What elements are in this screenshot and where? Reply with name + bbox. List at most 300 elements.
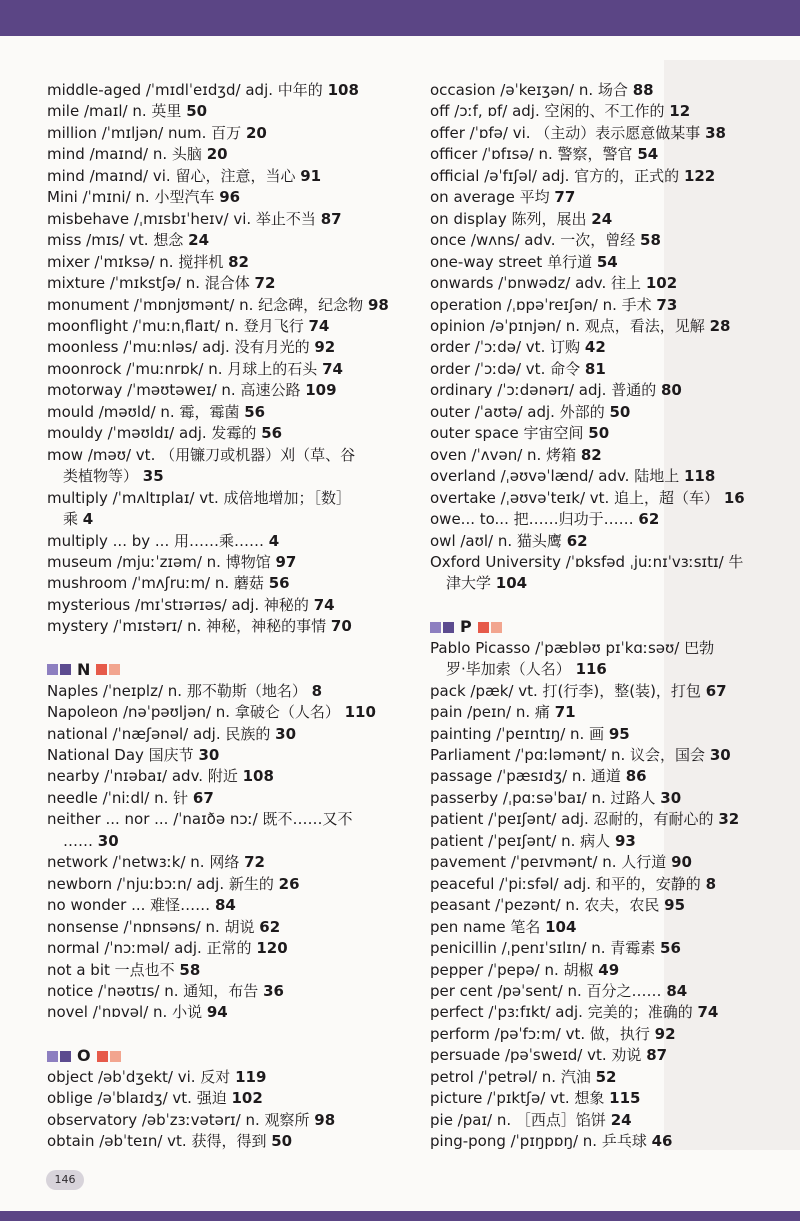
glossary-entry bbox=[47, 423, 419, 444]
decor-square-icon bbox=[60, 1051, 71, 1062]
entry-text: petrol /ˈpetrəl/ n. 汽油 bbox=[430, 1067, 591, 1086]
entry-page-number: 12 bbox=[669, 102, 691, 121]
entry-continuation bbox=[47, 831, 419, 852]
entry-text: outer space 宇宙空间 bbox=[430, 424, 584, 443]
entry-page-number: 56 bbox=[261, 424, 283, 443]
entry-page-number: 20 bbox=[206, 145, 228, 164]
entry-page-number: 110 bbox=[344, 703, 376, 722]
glossary-entry bbox=[47, 531, 419, 552]
entry-text: nearby /ˈnɪəbaɪ/ adv. 附近 bbox=[47, 767, 238, 786]
entry-page-number: 74 bbox=[313, 595, 335, 614]
entry-text: moonrock /ˈmuːnrɒk/ n. 月球上的石头 bbox=[47, 359, 318, 378]
entry-text: oven /ˈʌvən/ n. 烤箱 bbox=[430, 445, 577, 464]
glossary-entry bbox=[430, 1002, 782, 1023]
entry-text: miss /mɪs/ vt. 想念 bbox=[47, 231, 184, 250]
entry-text: owe... to... 把……归功于…… bbox=[430, 510, 634, 529]
entry-text: mow /məʊ/ vt. （用镰刀或机器）刈（草、谷 bbox=[47, 445, 356, 464]
glossary-entry bbox=[430, 273, 782, 294]
glossary-entry bbox=[430, 874, 782, 895]
top-color-band bbox=[0, 0, 800, 36]
entry-page-number: 30 bbox=[709, 746, 731, 765]
glossary-entry bbox=[430, 1024, 782, 1045]
entry-page-number: 46 bbox=[651, 1132, 673, 1151]
entry-page-number: 56 bbox=[244, 402, 266, 421]
glossary-entry bbox=[47, 573, 419, 594]
entry-page-number: 81 bbox=[584, 359, 606, 378]
entry-page-number: 58 bbox=[640, 231, 661, 250]
entry-text: per cent /pəˈsent/ n. 百分之…… bbox=[430, 982, 662, 1000]
entry-page-number: 71 bbox=[554, 703, 576, 722]
entry-text: neither ... nor ... /ˈnaɪðə nɔː/ 既不……又不 bbox=[47, 810, 353, 829]
left-column bbox=[47, 80, 419, 1153]
glossary-entry bbox=[430, 466, 782, 487]
entry-page-number: 49 bbox=[598, 960, 620, 979]
entry-text: no wonder ... 难怪…… bbox=[47, 896, 211, 915]
glossary-entry bbox=[430, 123, 782, 144]
glossary-entry bbox=[47, 252, 419, 273]
entry-text: network /ˈnetwɜːk/ n. 网络 bbox=[47, 853, 240, 872]
entry-page-number: 52 bbox=[595, 1067, 617, 1086]
glossary-entry bbox=[430, 788, 782, 809]
entry-text: Parliament /ˈpɑːləmənt/ n. 议会，国会 bbox=[430, 746, 706, 765]
entry-page-number: 16 bbox=[723, 488, 745, 507]
entry-page-number: 98 bbox=[314, 1110, 336, 1129]
entry-text: Naples /ˈneɪplz/ n. 那不勒斯（地名） bbox=[47, 681, 307, 700]
decor-square-icon bbox=[110, 1051, 121, 1062]
entry-text: ping-pong /ˈpɪŋpɒŋ/ n. 乒乓球 bbox=[430, 1132, 647, 1151]
glossary-entry bbox=[47, 316, 419, 337]
decor-square-icon bbox=[96, 664, 107, 675]
entry-text: multiply ... by ... 用……乘…… bbox=[47, 531, 264, 550]
entry-text: on display 陈列，展出 bbox=[430, 209, 587, 228]
entry-text: patient /ˈpeɪʃənt/ adj. 忍耐的，有耐心的 bbox=[430, 810, 714, 829]
glossary-entry bbox=[430, 1067, 782, 1088]
entry-text: mouldy /ˈməʊldɪ/ adj. 发霉的 bbox=[47, 424, 257, 443]
entry-continuation-text: 类植物等） bbox=[63, 467, 139, 486]
entry-text: opinion /əˈpɪnjən/ n. 观点，看法，见解 bbox=[430, 316, 705, 335]
entry-text: novel /ˈnɒvəl/ n. 小说 bbox=[47, 1003, 203, 1022]
glossary-entry bbox=[430, 144, 782, 165]
entry-text: museum /mjuːˈzɪəm/ n. 博物馆 bbox=[47, 552, 271, 571]
section-header-n bbox=[47, 659, 419, 680]
glossary-entry bbox=[430, 209, 782, 230]
entry-text: multiply /ˈmʌltɪplaɪ/ vt. 成倍地增加；［数］ bbox=[47, 488, 352, 507]
glossary-entry bbox=[430, 166, 782, 187]
glossary-entry bbox=[430, 745, 782, 766]
m-entries bbox=[47, 80, 419, 638]
entry-page-number: 50 bbox=[609, 402, 631, 421]
entry-text: ordinary /ˈɔːdənərɪ/ adj. 普通的 bbox=[430, 381, 657, 400]
entry-text: normal /ˈnɔːməl/ adj. 正常的 bbox=[47, 939, 252, 958]
entry-continuation-text: 津大学 bbox=[446, 574, 492, 593]
glossary-entry bbox=[47, 337, 419, 358]
glossary-entry bbox=[47, 380, 419, 401]
entry-page-number: 86 bbox=[625, 767, 647, 786]
glossary-entry bbox=[47, 273, 419, 294]
glossary-entry bbox=[47, 788, 419, 809]
entry-text: mould /məʊld/ n. 霉，霉菌 bbox=[47, 402, 240, 421]
decor-square-icon bbox=[443, 622, 454, 633]
glossary-entry bbox=[430, 852, 782, 873]
entry-page-number: 54 bbox=[637, 145, 659, 164]
entry-page-number: 50 bbox=[271, 1132, 293, 1151]
entry-text: Napoleon /nəˈpəʊljən/ n. 拿破仑（人名） bbox=[47, 703, 340, 722]
entry-text: persuade /pəˈsweɪd/ vt. 劝说 bbox=[430, 1046, 642, 1065]
entry-page-number: 54 bbox=[596, 252, 618, 271]
glossary-entry bbox=[430, 702, 782, 723]
bottom-color-band bbox=[0, 1211, 800, 1221]
entry-text: Mini /ˈmɪni/ n. 小型汽车 bbox=[47, 188, 215, 207]
entry-page-number: 24 bbox=[591, 209, 613, 228]
entry-page-number: 92 bbox=[654, 1024, 676, 1043]
entry-page-number: 104 bbox=[545, 917, 577, 936]
entry-page-number: 4 bbox=[268, 531, 280, 550]
glossary-entry bbox=[47, 960, 419, 981]
glossary-entry bbox=[430, 101, 782, 122]
decor-square-icon bbox=[60, 664, 71, 675]
entry-text: official /əˈfɪʃəl/ adj. 官方的，正式的 bbox=[430, 166, 680, 185]
entry-text: mixer /ˈmɪksə/ n. 搅拌机 bbox=[47, 252, 224, 271]
entry-page-number: 74 bbox=[322, 359, 343, 378]
entry-text: National Day 国庆节 bbox=[47, 746, 194, 765]
entry-page-number: 8 bbox=[705, 874, 717, 893]
glossary-entry bbox=[430, 252, 782, 273]
entry-text: operation /ˌɒpəˈreɪʃən/ n. 手术 bbox=[430, 295, 652, 314]
entry-continuation bbox=[47, 509, 419, 530]
glossary-entry bbox=[47, 724, 419, 745]
entry-page-number: 70 bbox=[330, 617, 352, 636]
entry-page-number: 72 bbox=[244, 853, 265, 872]
glossary-entry bbox=[430, 531, 782, 552]
entry-continuation bbox=[430, 573, 782, 594]
glossary-entry bbox=[47, 488, 419, 531]
entry-page-number: 50 bbox=[186, 102, 208, 121]
entry-page-number: 28 bbox=[709, 316, 731, 335]
glossary-entry bbox=[47, 1110, 419, 1131]
page-number: 146 bbox=[46, 1170, 84, 1190]
entry-page-number: 92 bbox=[314, 338, 336, 357]
entry-text: officer /ˈɒfɪsə/ n. 警察，警官 bbox=[430, 145, 633, 164]
glossary-entry bbox=[47, 123, 419, 144]
glossary-entry bbox=[430, 1131, 782, 1152]
entry-text: peasant /ˈpezənt/ n. 农夫，农民 bbox=[430, 896, 660, 915]
entry-text: picture /ˈpɪktʃə/ vt. 想象 bbox=[430, 1089, 605, 1108]
entry-page-number: 24 bbox=[610, 1110, 632, 1129]
glossary-entry bbox=[430, 445, 782, 466]
decor-square-icon bbox=[478, 622, 489, 633]
glossary-entry bbox=[430, 960, 782, 981]
entry-text: on average 平均 bbox=[430, 188, 550, 207]
entry-text: mind /maɪnd/ vi. 留心，注意，当心 bbox=[47, 166, 296, 185]
entry-continuation-text: 罗·毕加索（人名） bbox=[446, 660, 571, 679]
entry-text: oblige /əˈblaɪdʒ/ vt. 强迫 bbox=[47, 1089, 227, 1108]
entry-text: overland /ˌəʊvəˈlænd/ adv. 陆地上 bbox=[430, 467, 680, 486]
glossary-entry bbox=[47, 144, 419, 165]
decor-square-icon bbox=[109, 664, 120, 675]
entry-page-number: 26 bbox=[278, 874, 300, 893]
glossary-entry bbox=[47, 917, 419, 938]
entry-text: pie /paɪ/ n. ［西点］馅饼 bbox=[430, 1110, 606, 1129]
glossary-entry bbox=[430, 80, 782, 101]
entry-page-number: 95 bbox=[664, 896, 686, 915]
entry-text: perfect /ˈpɜːfɪkt/ adj. 完美的；准确的 bbox=[430, 1003, 693, 1022]
glossary-entry bbox=[430, 766, 782, 787]
glossary-entry bbox=[430, 359, 782, 380]
entry-text: national /ˈnæʃənəl/ adj. 民族的 bbox=[47, 724, 271, 743]
entry-text: once /wʌns/ adv. 一次，曾经 bbox=[430, 231, 636, 250]
glossary-entry bbox=[430, 380, 782, 401]
entry-page-number: 20 bbox=[245, 123, 267, 142]
entry-text: pain /peɪn/ n. 痛 bbox=[430, 703, 550, 722]
entry-text: notice /ˈnəʊtɪs/ n. 通知，布告 bbox=[47, 982, 259, 1000]
entry-text: passage /ˈpæsɪdʒ/ n. 通道 bbox=[430, 767, 621, 786]
entry-page-number: 56 bbox=[660, 939, 681, 958]
glossary-entry bbox=[430, 638, 782, 681]
glossary-entry bbox=[430, 981, 782, 1002]
glossary-entry bbox=[430, 1110, 782, 1131]
entry-page-number: 36 bbox=[263, 982, 284, 1000]
glossary-entry bbox=[430, 917, 782, 938]
section-header-p bbox=[430, 616, 782, 637]
entry-page-number: 67 bbox=[192, 788, 214, 807]
glossary-entry bbox=[47, 445, 419, 488]
entry-continuation bbox=[47, 466, 419, 487]
glossary-entry bbox=[47, 1131, 419, 1152]
glossary-entry bbox=[47, 595, 419, 616]
glossary-entry bbox=[47, 166, 419, 187]
glossary-entry bbox=[47, 402, 419, 423]
entry-page-number: 104 bbox=[495, 574, 528, 593]
entry-page-number: 62 bbox=[638, 510, 660, 529]
p-entries bbox=[430, 638, 782, 1153]
glossary-entry bbox=[47, 681, 419, 702]
decor-square-icon bbox=[97, 1051, 108, 1062]
entry-page-number: 84 bbox=[666, 982, 688, 1000]
entry-page-number: 93 bbox=[614, 831, 636, 850]
entry-page-number: 102 bbox=[645, 274, 678, 293]
entry-page-number: 58 bbox=[179, 960, 201, 979]
glossary-entry bbox=[430, 938, 782, 959]
glossary-entry bbox=[47, 616, 419, 637]
glossary-entry bbox=[430, 337, 782, 358]
entry-text: pack /pæk/ vt. 打(行李)，整(装)，打包 bbox=[430, 681, 701, 700]
entry-text: pen name 笔名 bbox=[430, 917, 541, 936]
entry-page-number: 108 bbox=[327, 81, 359, 99]
entry-text: misbehave /ˌmɪsbɪˈheɪv/ vi. 举止不当 bbox=[47, 209, 316, 228]
glossary-entry bbox=[430, 1088, 782, 1109]
entry-text: pavement /ˈpeɪvmənt/ n. 人行道 bbox=[430, 853, 667, 872]
entry-text: mixture /ˈmɪkstʃə/ n. 混合体 bbox=[47, 274, 250, 293]
entry-text: penicillin /ˌpenɪˈsɪlɪn/ n. 青霉素 bbox=[430, 939, 656, 958]
entry-text: passerby /ˌpɑːsəˈbaɪ/ n. 过路人 bbox=[430, 788, 656, 807]
section-letter: O bbox=[77, 1046, 91, 1066]
entry-text: perform /pəˈfɔːm/ vt. 做，执行 bbox=[430, 1024, 650, 1043]
glossary-entry bbox=[430, 187, 782, 208]
entry-text: million /ˈmɪljən/ num. 百万 bbox=[47, 123, 242, 142]
glossary-entry bbox=[47, 187, 419, 208]
entry-text: mystery /ˈmɪstərɪ/ n. 神秘，神秘的事情 bbox=[47, 617, 327, 636]
entry-text: middle-aged /ˈmɪdlˈeɪdʒd/ adj. 中年的 bbox=[47, 81, 323, 99]
section-letter: P bbox=[460, 617, 472, 637]
entry-text: mile /maɪl/ n. 英里 bbox=[47, 102, 182, 121]
entry-page-number: 98 bbox=[367, 295, 389, 314]
entry-text: Oxford University /ˈɒksfəd ˌjuːnɪˈvɜːsɪtɪ/ 牛 bbox=[430, 552, 744, 571]
section-header-o bbox=[47, 1045, 419, 1066]
glossary-entry bbox=[47, 295, 419, 316]
entry-page-number: 116 bbox=[575, 660, 607, 679]
entry-text: onwards /ˈɒnwədz/ adv. 往上 bbox=[430, 274, 642, 293]
glossary-entry bbox=[430, 724, 782, 745]
decor-square-icon bbox=[491, 622, 502, 633]
entry-continuation-text: …… bbox=[63, 831, 93, 850]
entry-page-number: 74 bbox=[697, 1003, 719, 1022]
entry-continuation bbox=[430, 659, 782, 680]
entry-page-number: 72 bbox=[254, 274, 276, 293]
glossary-entry bbox=[47, 852, 419, 873]
entry-page-number: 87 bbox=[320, 209, 342, 228]
entry-page-number: 73 bbox=[656, 295, 678, 314]
entry-page-number: 62 bbox=[566, 531, 588, 550]
entry-page-number: 102 bbox=[231, 1089, 263, 1108]
glossary-entry bbox=[430, 1045, 782, 1066]
glossary-entry bbox=[47, 80, 419, 101]
n-entries bbox=[47, 681, 419, 1024]
entry-text: order /ˈɔːdə/ vt. 命令 bbox=[430, 359, 581, 378]
entry-page-number: 80 bbox=[661, 381, 682, 400]
entry-page-number: 87 bbox=[646, 1046, 668, 1065]
glossary-entry bbox=[47, 1088, 419, 1109]
right-column bbox=[430, 80, 782, 1153]
entry-text: obtain /əbˈteɪn/ vt. 获得，得到 bbox=[47, 1132, 267, 1151]
entry-text: pepper /ˈpepə/ n. 胡椒 bbox=[430, 960, 594, 979]
glossary-entry bbox=[430, 809, 782, 830]
glossary-entry bbox=[430, 423, 782, 444]
entry-text: moonflight /ˈmuːnˌflaɪt/ n. 登月飞行 bbox=[47, 316, 304, 335]
glossary-entry bbox=[47, 359, 419, 380]
glossary-entry bbox=[47, 101, 419, 122]
entry-text: moonless /ˈmuːnləs/ adj. 没有月光的 bbox=[47, 338, 310, 357]
entry-text: mind /maɪnd/ n. 头脑 bbox=[47, 145, 202, 164]
entry-text: overtake /ˌəʊvəˈteɪk/ vt. 追上，超（车） bbox=[430, 488, 720, 507]
glossary-entry bbox=[430, 509, 782, 530]
entry-text: patient /ˈpeɪʃənt/ n. 病人 bbox=[430, 831, 611, 850]
entry-text: needle /ˈniːdl/ n. 针 bbox=[47, 788, 189, 807]
glossary-entry bbox=[47, 702, 419, 723]
entry-text: not a bit 一点也不 bbox=[47, 960, 175, 979]
entry-page-number: 38 bbox=[705, 123, 726, 142]
entry-text: order /ˈɔːdə/ vt. 订购 bbox=[430, 338, 581, 357]
glossary-entry bbox=[430, 402, 782, 423]
glossary-entry bbox=[47, 230, 419, 251]
section-letter: N bbox=[77, 660, 91, 680]
entry-page-number: 94 bbox=[206, 1003, 228, 1022]
entry-page-number: 30 bbox=[660, 788, 682, 807]
glossary-entry bbox=[47, 1002, 419, 1023]
decor-square-icon bbox=[47, 664, 58, 675]
entry-page-number: 115 bbox=[609, 1089, 641, 1108]
entry-page-number: 56 bbox=[268, 574, 290, 593]
o-entries-continued bbox=[430, 80, 782, 595]
entry-continuation-text: 乘 bbox=[63, 510, 79, 529]
glossary-entry bbox=[47, 745, 419, 766]
entry-page-number: 120 bbox=[256, 939, 288, 958]
entry-page-number: 88 bbox=[632, 81, 654, 99]
entry-text: nonsense /ˈnɒnsəns/ n. 胡说 bbox=[47, 917, 255, 936]
entry-page-number: 67 bbox=[705, 681, 727, 700]
decor-square-icon bbox=[47, 1051, 58, 1062]
entry-page-number: 62 bbox=[259, 917, 281, 936]
entry-text: peaceful /ˈpiːsfəl/ adj. 和平的，安静的 bbox=[430, 874, 701, 893]
entry-page-number: 30 bbox=[198, 746, 220, 765]
entry-page-number: 95 bbox=[608, 724, 630, 743]
entry-text: outer /ˈaʊtə/ adj. 外部的 bbox=[430, 402, 605, 421]
glossary-entry bbox=[47, 1067, 419, 1088]
entry-page-number: 118 bbox=[684, 467, 716, 486]
entry-text: occasion /əˈkeɪʒən/ n. 场合 bbox=[430, 81, 628, 99]
entry-page-number: 90 bbox=[671, 853, 692, 872]
glossary-entry bbox=[47, 809, 419, 852]
glossary-entry bbox=[430, 230, 782, 251]
entry-text: monument /ˈmɒnjʊmənt/ n. 纪念碑，纪念物 bbox=[47, 295, 364, 314]
entry-page-number: 32 bbox=[718, 810, 740, 829]
glossary-entry bbox=[430, 681, 782, 702]
entry-page-number: 77 bbox=[554, 188, 576, 207]
glossary-entry bbox=[430, 316, 782, 337]
glossary-entry bbox=[47, 209, 419, 230]
glossary-entry bbox=[47, 552, 419, 573]
entry-text: motorway /ˈməʊtəweɪ/ n. 高速公路 bbox=[47, 381, 301, 400]
entry-text: mushroom /ˈmʌʃruːm/ n. 蘑菇 bbox=[47, 574, 264, 593]
glossary-entry bbox=[47, 874, 419, 895]
entry-text: owl /aʊl/ n. 猫头鹰 bbox=[430, 531, 562, 550]
entry-page-number: 50 bbox=[588, 424, 610, 443]
glossary-entry bbox=[47, 895, 419, 916]
entry-page-number: 109 bbox=[305, 381, 337, 400]
entry-page-number: 24 bbox=[188, 231, 210, 250]
entry-text: observatory /əbˈzɜːvətərɪ/ n. 观察所 bbox=[47, 1110, 310, 1129]
entry-page-number: 8 bbox=[311, 681, 323, 700]
entry-page-number: 42 bbox=[584, 338, 606, 357]
decor-square-icon bbox=[430, 622, 441, 633]
entry-text: offer /ˈɒfə/ vi. （主动）表示愿意做某事 bbox=[430, 123, 701, 142]
entry-page-number: 74 bbox=[308, 316, 330, 335]
entry-text: one-way street 单行道 bbox=[430, 252, 593, 271]
entry-page-number: 119 bbox=[235, 1067, 267, 1086]
entry-page-number: 82 bbox=[228, 252, 249, 271]
entry-page-number: 4 bbox=[82, 510, 94, 529]
glossary-entry bbox=[430, 831, 782, 852]
entry-page-number: 122 bbox=[683, 166, 716, 185]
entry-text: off /ɔːf, ɒf/ adj. 空闲的、不工作的 bbox=[430, 102, 665, 121]
entry-page-number: 96 bbox=[219, 188, 241, 207]
entry-text: newborn /ˈnjuːbɔːn/ adj. 新生的 bbox=[47, 874, 274, 893]
entry-text: object /əbˈdʒekt/ vi. 反对 bbox=[47, 1067, 231, 1086]
entry-page-number: 82 bbox=[580, 445, 602, 464]
entry-page-number: 30 bbox=[275, 724, 297, 743]
glossary-entry bbox=[47, 938, 419, 959]
glossary-entry bbox=[430, 895, 782, 916]
entry-page-number: 91 bbox=[300, 166, 322, 185]
glossary-entry bbox=[430, 295, 782, 316]
entry-page-number: 30 bbox=[97, 831, 119, 850]
entry-page-number: 97 bbox=[275, 552, 297, 571]
glossary-entry bbox=[47, 766, 419, 787]
glossary-entry bbox=[430, 552, 782, 595]
entry-text: Pablo Picasso /ˈpæbləʊ pɪˈkɑːsəʊ/ 巴勃 bbox=[430, 638, 715, 657]
entry-page-number: 108 bbox=[242, 767, 274, 786]
entry-text: mysterious /mɪˈstɪərɪəs/ adj. 神秘的 bbox=[47, 595, 309, 614]
glossary-entry bbox=[430, 488, 782, 509]
